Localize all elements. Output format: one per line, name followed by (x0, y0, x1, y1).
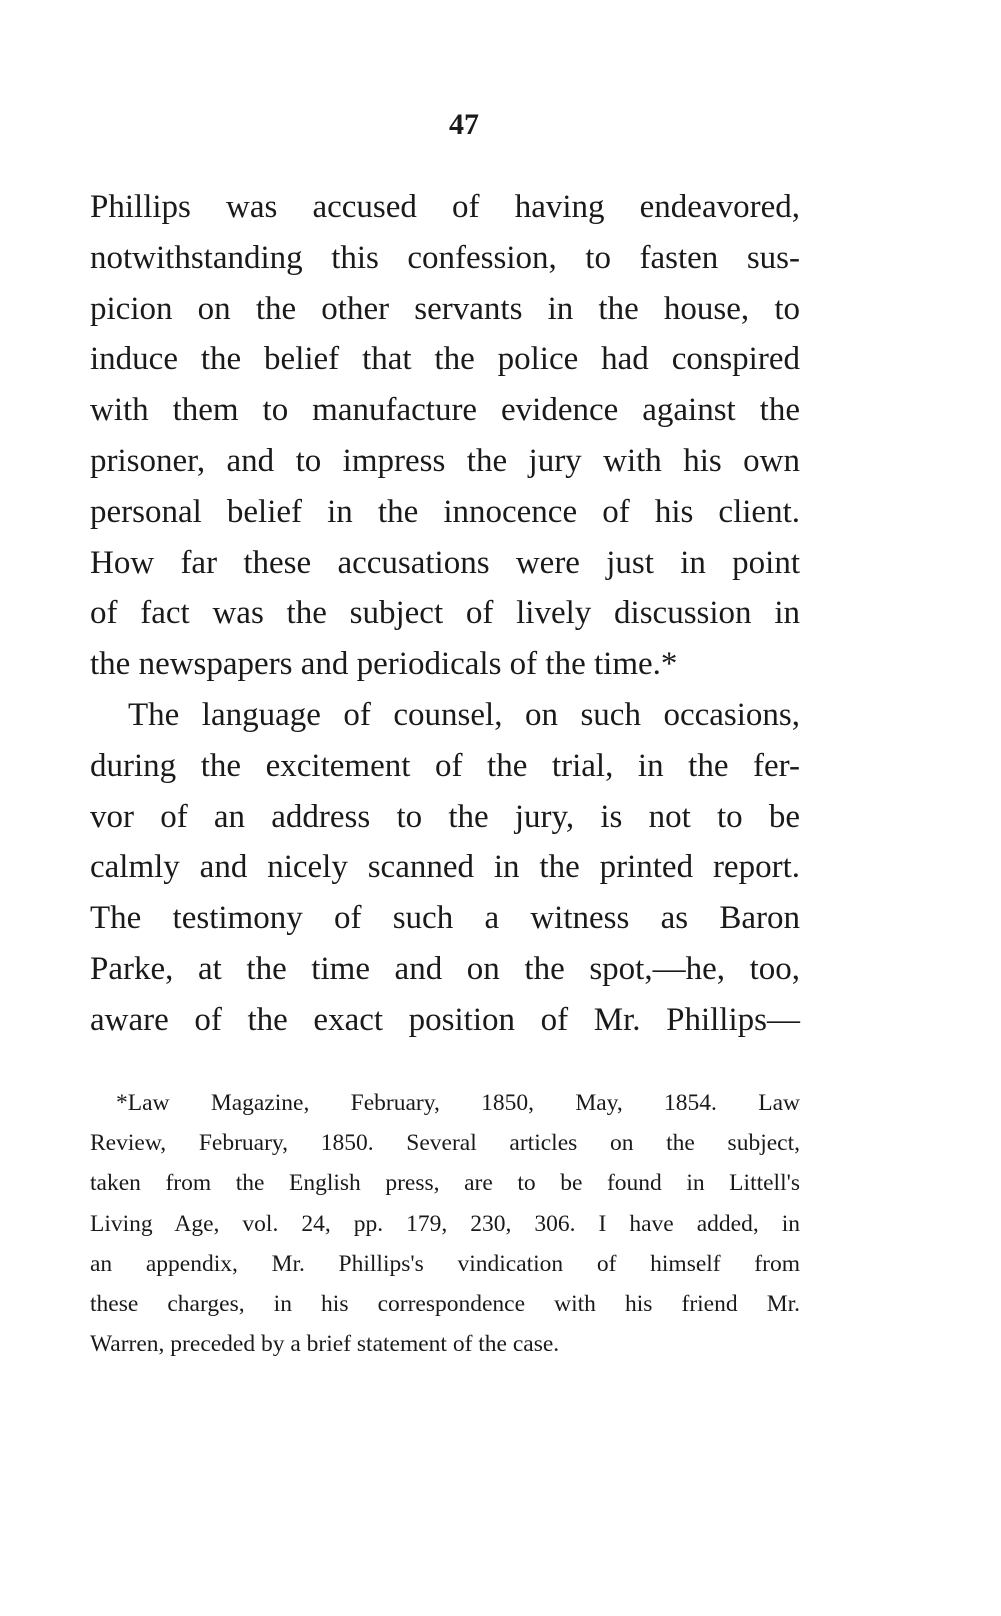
body-line: The testimony of such a witness as Baron (90, 900, 800, 937)
footnote-line: Warren, preceded by a brief statement of the case. (90, 1331, 560, 1358)
body-line: notwithstanding this confession, to fasten sus- (90, 239, 800, 276)
body-line: How far these accusations were just in point (90, 544, 800, 581)
footnote-line: these charges, in his correspondence with his friend Mr. (90, 1291, 800, 1318)
body-line: Parke, at the time and on the spot,—he, too, (90, 950, 800, 987)
body-line: during the excitement of the trial, in the fer- (90, 747, 800, 784)
body-line: prisoner, and to impress the jury with his own (90, 442, 800, 479)
footnote-line: *Law Magazine, February, 1850, May, 1854. Law (116, 1090, 800, 1116)
body-line: the newspapers and periodicals of the time.* (90, 646, 678, 683)
footnote-line: Living Age, vol. 24, pp. 179, 230, 306. I have added, in (90, 1210, 800, 1237)
footnote-line: Review, February, 1850. Several articles on the subject, (90, 1130, 800, 1157)
footnote-line: taken from the English press, are to be found in Littell's (90, 1170, 800, 1197)
page-number: 47 (449, 108, 479, 141)
body-line: of fact was the subject of lively discussion in (90, 595, 800, 632)
body-line: personal belief in the innocence of his client. (90, 493, 800, 530)
footnote (90, 1083, 800, 1364)
body-line: Phillips was accused of having endeavored, (90, 189, 800, 225)
body-line: The language of counsel, on such occasions, (128, 696, 800, 733)
body-line: aware of the exact position of Mr. Phillips— (90, 1001, 800, 1038)
body-text (90, 182, 800, 1046)
footnote-line: an appendix, Mr. Phillips's vindication of himself from (90, 1250, 800, 1277)
body-line: picion on the other servants in the house, to (90, 290, 800, 327)
body-line: induce the belief that the police had conspired (90, 341, 800, 378)
body-line: calmly and nicely scanned in the printed report. (90, 849, 800, 886)
body-line: with them to manufacture evidence against the (90, 392, 800, 429)
body-line: vor of an address to the jury, is not to be (90, 798, 800, 835)
